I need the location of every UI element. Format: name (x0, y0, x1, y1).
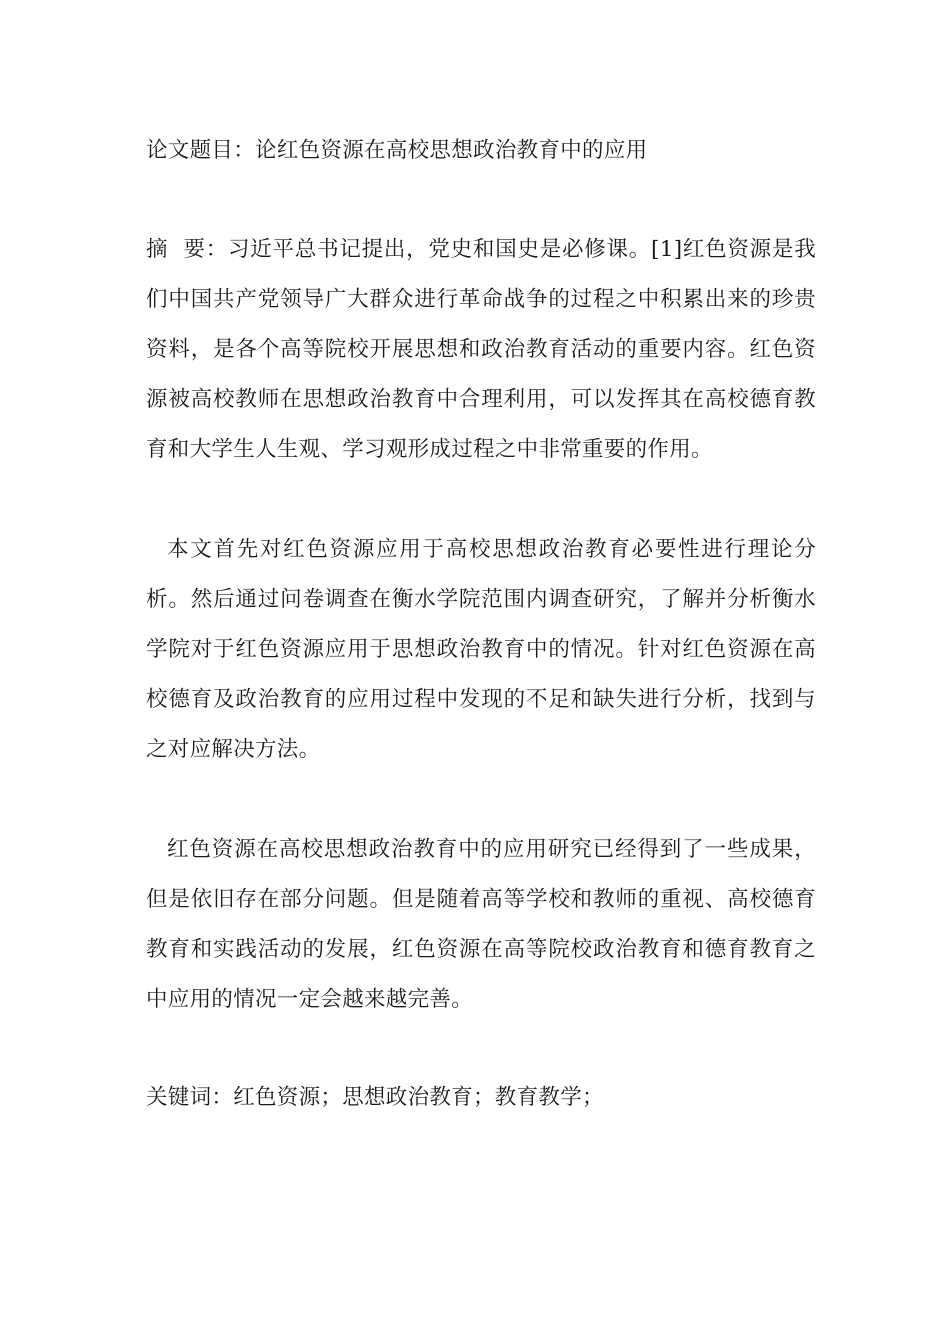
paper-title-label: 论文题目： (146, 138, 256, 163)
body-paragraph: 红色资源在高校思想政治教育中的应用研究已经得到了一些成果，但是依旧存在部分问题。但是随着高等学校和教师的重视、高校德育教育和实践活动的发展，红色资源在高等院校政治教育和德育教育之中应用的情况一定会越来越完善。 (146, 837, 816, 1012)
abstract-paragraph (146, 225, 816, 475)
keywords-text: 红色资源；思想政治教育；教育教学； (233, 1085, 604, 1110)
keywords-label: 关键词： (146, 1085, 234, 1110)
paper-title-text: 论红色资源在高校思想政治教育中的应用 (255, 138, 648, 163)
abstract-label: 摘 要： (146, 237, 228, 262)
paper-title (146, 126, 816, 176)
body-paragraph: 本文首先对红色资源应用于高校思想政治教育必要性进行理论分析。然后通过问卷调查在衡水学院范围内调查研究，了解并分析衡水学院对于红色资源应用于思想政治教育中的情况。针对红色资源在高校德育及政治教育的应用过程中发现的不足和缺失进行分析，找到与之对应解决方法。 (146, 537, 816, 762)
abstract-text: 习近平总书记提出，党史和国史是必修课。[1]红色资源是我们中国共产党领导广大群众进行革命战争的过程之中积累出来的珍贵资料，是各个高等院校开展思想和政治教育活动的重要内容。红色资源被高校教师在思想政治教育中合理利用，可以发挥其在高校德育教育和大学生人生观、学习观形成过程之中非常重要的作用。 (146, 237, 816, 462)
keywords (146, 1073, 816, 1123)
